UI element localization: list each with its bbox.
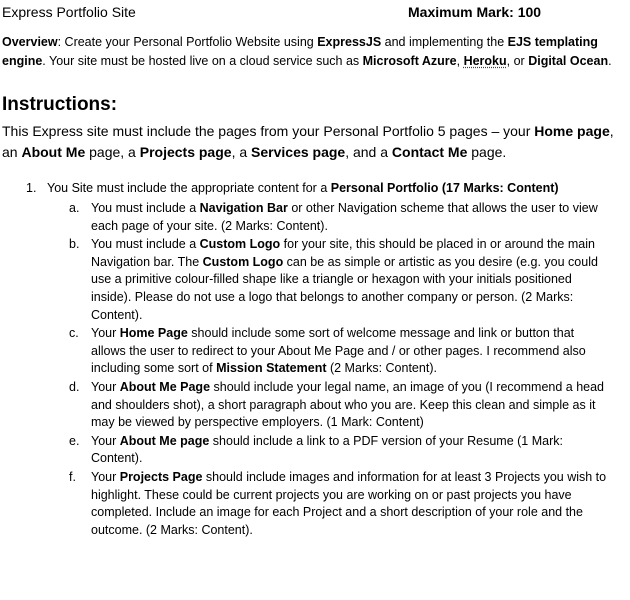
item-text: can be as simple or artistic as you desire (e.g. you could use a primitive colour-filled shape like a triangle or hexagon with your initials positioned inside). Please do not use a logo that belongs to another company or person. (2 Marks: Content). xyxy=(91,254,598,322)
item-text: Your xyxy=(91,379,120,394)
overview-text: : Create your Personal Portfolio Website using xyxy=(57,35,318,49)
overview-text: , or xyxy=(506,54,529,68)
site-title: Express Portfolio Site xyxy=(2,4,136,20)
intro-text: This Express site must include the pages from your Personal Portfolio 5 pages – your xyxy=(2,123,535,139)
item-text: or other Navigation scheme that allows the user to view each page of your site. (2 Marks: Content). xyxy=(91,201,598,233)
requirement-sublist xyxy=(69,200,609,540)
overview-paragraph xyxy=(2,33,622,71)
requirement-text xyxy=(47,179,559,197)
item-letter: d. xyxy=(69,379,80,394)
overview-text: , xyxy=(456,54,464,68)
intro-text: page, a xyxy=(85,144,140,160)
item-bold: Mission Statement xyxy=(216,361,327,376)
item-letter: f. xyxy=(69,469,76,484)
contact-me-term: Contact Me xyxy=(391,144,468,160)
item-letter: a. xyxy=(69,201,80,215)
overview-label: Overview xyxy=(2,35,58,49)
intro-text: , a xyxy=(231,144,252,160)
item-text: You must include a xyxy=(91,237,200,252)
intro-text: , and a xyxy=(345,144,392,160)
item-letter: b. xyxy=(69,237,80,252)
about-me-term: About Me xyxy=(21,144,86,160)
maximum-mark: Maximum Mark: 100 xyxy=(408,4,542,20)
document-header xyxy=(2,4,630,22)
list-item xyxy=(69,379,609,432)
requirement-plain: You Site must include the appropriate content for a xyxy=(47,181,331,195)
requirement-bold: Personal Portfolio (17 Marks: Content) xyxy=(330,181,559,195)
item-text: should include images and information for at least 3 Projects you wish to highlight. These could be current projects you are working on or past projects you have completed. Include an image for each Project and a short description of your role and the outcome. (2 Marks: Content). xyxy=(91,469,607,537)
item-letter: e. xyxy=(69,433,80,448)
item-text: should include your legal name, an image of you (I recommend a head and shoulders shot), a short paragraph about who you are. Keep this clean and simple as it may be viewed by perspective employers. (1 Mark: Content) xyxy=(91,379,605,430)
intro-text: , an xyxy=(2,123,614,160)
item-text: Your xyxy=(91,433,120,448)
list-item xyxy=(69,469,609,539)
item-text: should include some sort of welcome message and link or button that allows the user to redirect to your About Me Page and / or other pages. I recommend also including some sort of xyxy=(91,326,586,376)
heroku-term: Heroku xyxy=(463,54,507,68)
azure-term: Microsoft Azure xyxy=(362,54,457,68)
intro-text: page. xyxy=(467,144,507,160)
list-item xyxy=(69,433,609,468)
expressjs-term: ExpressJS xyxy=(317,35,382,49)
list-item xyxy=(69,325,609,378)
overview-text: . Your site must be hosted live on a cloud service such as xyxy=(42,54,363,68)
services-page-term: Services page xyxy=(251,144,346,160)
item-text: for your site, this should be placed in or around the main Navigation bar. The xyxy=(91,237,595,269)
item-bold: Projects Page xyxy=(119,469,203,484)
item-text: Your xyxy=(91,326,120,341)
list-item xyxy=(69,236,609,324)
item-text: You must include a xyxy=(91,201,200,215)
item-text: Your xyxy=(91,469,120,484)
item-bold: Custom Logo xyxy=(202,254,284,269)
projects-page-term: Projects page xyxy=(139,144,232,160)
item-bold: Home Page xyxy=(119,326,188,341)
digital-ocean-term: Digital Ocean xyxy=(528,54,609,68)
item-bold: About Me Page xyxy=(119,379,211,394)
overview-text: . xyxy=(608,54,612,68)
item-letter: c. xyxy=(69,326,79,341)
item-bold: About Me page xyxy=(119,433,210,448)
list-item xyxy=(69,200,609,235)
home-page-term: Home page xyxy=(534,123,610,139)
item-bold: Navigation Bar xyxy=(199,201,288,215)
ejs-term: EJS templating engine xyxy=(2,35,598,68)
item-text: should include a link to a PDF version of your Resume (1 Mark: Content). xyxy=(91,433,563,466)
item-text: (2 Marks: Content). xyxy=(326,361,437,376)
instructions-paragraph xyxy=(2,121,626,163)
instructions-heading: Instructions: xyxy=(2,94,118,115)
overview-text: and implementing the xyxy=(381,35,508,49)
item-bold: Custom Logo xyxy=(199,237,281,252)
requirement-number: 1. xyxy=(26,181,37,195)
